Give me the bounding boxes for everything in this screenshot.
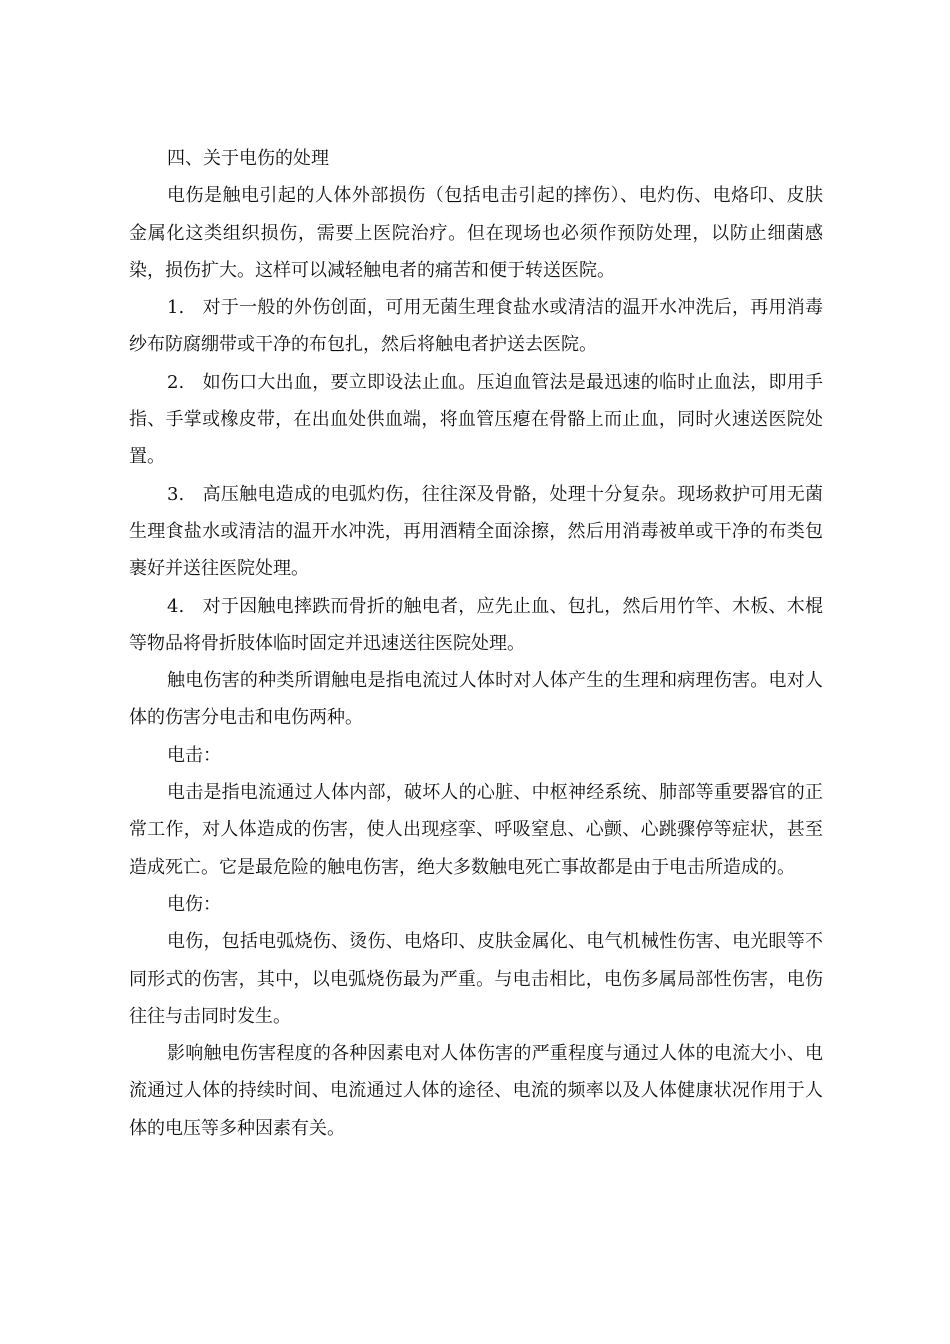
paragraph-item-4: 4. 对于因触电摔跌而骨折的触电者，应先止血、包扎，然后用竹竿、木板、木棍等物品将骨折肢体临时固定并迅速送往医院处理。 (129, 595, 823, 654)
section-heading: 四、关于电伤的处理 (167, 148, 329, 169)
paragraph-electric-injury: 电伤，包括电弧烧伤、烫伤、电烙印、皮肤金属化、电气机械性伤害、电光眼等不同形式的伤害，其中，以电弧烧伤最为严重。与电击相比，电伤多属局部性伤害，电伤往往与击同时发生。 (129, 931, 823, 1027)
paragraph-factors: 影响触电伤害程度的各种因素电对人体伤害的严重程度与通过人体的电流大小、电流通过人体的持续时间、电流通过人体的途径、电流的频率以及人体健康状况作用于人体的电压等多种因素有关。 (129, 1043, 823, 1139)
paragraph-intro: 电伤是触电引起的人体外部损伤（包括电击引起的摔伤）、电灼伤、电烙印、皮肤金属化这类组织损伤，需要上医院治疗。但在现场也必须作预防处理，以防止细菌感染，损伤扩大。这样可以减轻触电者的痛苦和便于转送医院。 (129, 185, 823, 281)
paragraph-item-1: 1. 对于一般的外伤创面，可用无菌生理食盐水或清洁的温开水冲洗后，再用消毒纱布防腐绷带或干净的布包扎，然后将触电者护送去医院。 (129, 297, 823, 356)
subheading-electric-shock: 电击： (167, 744, 221, 766)
paragraph-item-3: 3. 高压触电造成的电弧灼伤，往往深及骨骼，处理十分复杂。现场救护可用无菌生理食盐水或清洁的温开水冲洗，再用酒精全面涂擦，然后用消毒被单或干净的布类包裹好并送往医院处理。 (129, 483, 823, 580)
paragraph-item-2: 2. 如伤口大出血，要立即设法止血。压迫血管法是最迅速的临时止血法，即用手指、手掌或橡皮带，在出血处供血端，将血管压瘪在骨骼上而止血，同时火速送医院处置。 (129, 371, 823, 468)
paragraph-injury-types: 触电伤害的种类所谓触电是指电流过人体时对人体产生的生理和病理伤害。电对人体的伤害分电击和电伤两种。 (129, 670, 823, 729)
document-body (129, 140, 823, 1147)
subheading-electric-injury: 电伤： (167, 893, 221, 915)
paragraph-electric-shock: 电击是指电流通过人体内部，破坏人的心脏、中枢神经系统、肺部等重要器官的正常工作，对人体造成的伤害，使人出现痉挛、呼吸窒息、心颤、心跳骤停等症状，甚至造成死亡。它是最危险的触电伤害，绝大多数触电死亡事故都是由于电击所造成的。 (129, 782, 823, 878)
